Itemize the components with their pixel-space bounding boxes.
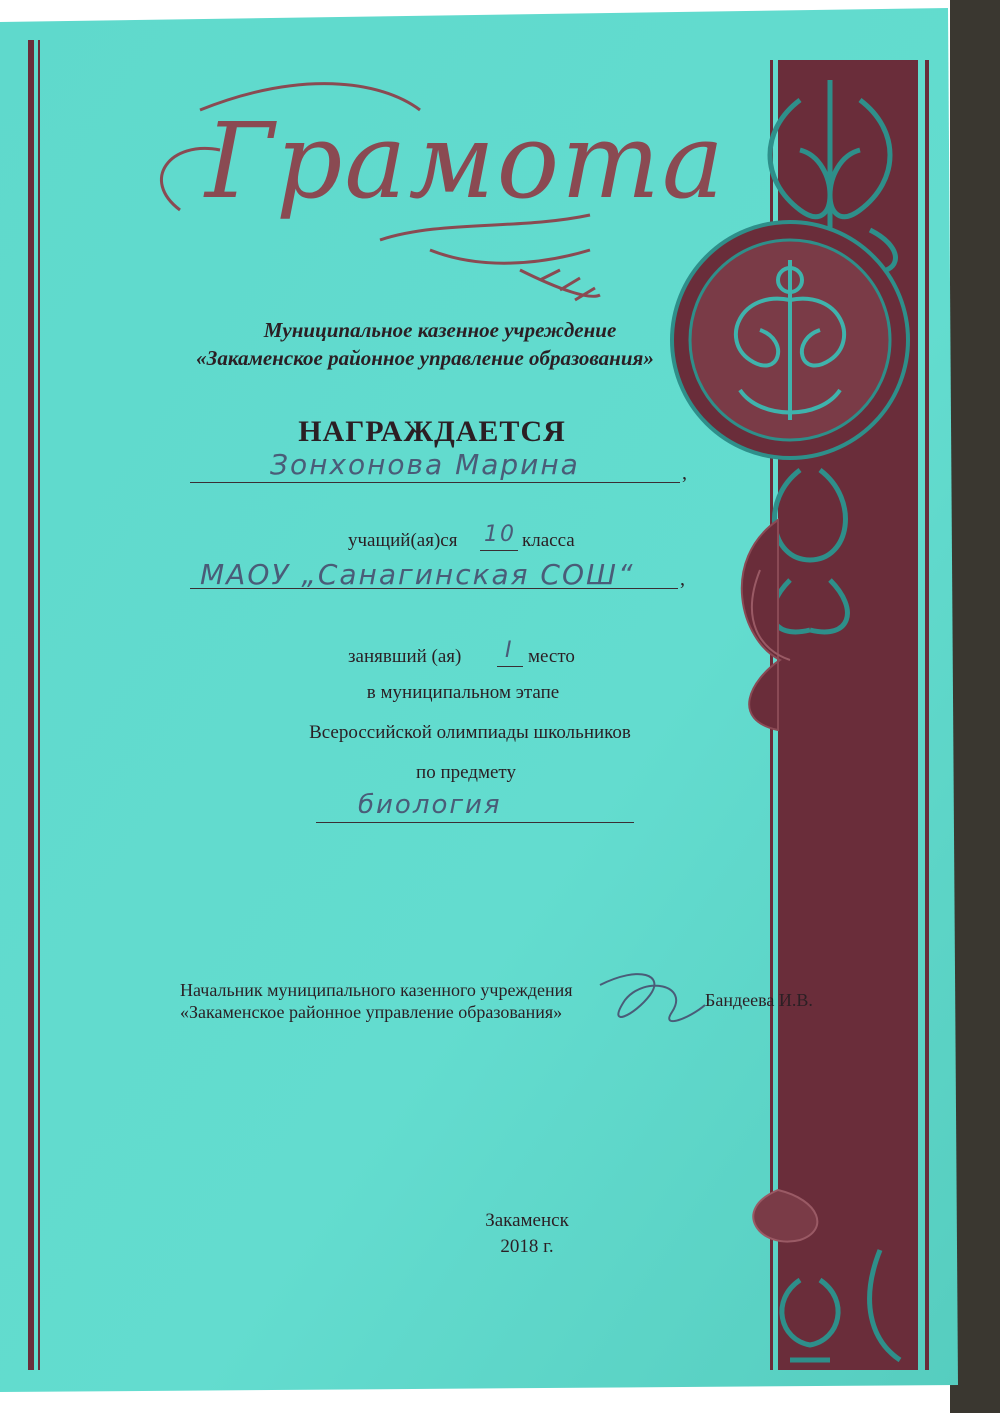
subject-label: по предмету — [416, 762, 516, 783]
signer-name: Бандеева И.В. — [705, 990, 813, 1010]
org-line-2: «Закаменское районное управление образования» — [196, 346, 654, 370]
signer-title-1: Начальник муниципального казенного учреждения — [180, 980, 573, 1000]
grade-suffix: класса — [522, 530, 575, 551]
place-suffix: место — [528, 646, 575, 667]
school-name: МАОУ „Санагинская СОШ“ — [200, 558, 635, 591]
certificate-title: Грамота — [205, 100, 726, 222]
city: Закаменск — [485, 1210, 569, 1231]
name-comma: , — [682, 462, 687, 484]
org-line-1: Муниципальное казенное учреждение — [263, 318, 617, 342]
place-underline — [497, 666, 523, 667]
stage-line: в муниципальном этапе — [366, 682, 560, 703]
signer-title-2: «Закаменское районное управление образования» — [180, 1002, 563, 1022]
awarded-heading: НАГРАЖДАЕТСЯ — [298, 415, 566, 448]
grade-value: 10 — [484, 522, 516, 547]
left-border-inner — [38, 40, 40, 1370]
place-value: I — [505, 638, 514, 663]
left-border-outer — [28, 40, 34, 1370]
school-comma: , — [680, 568, 685, 590]
year: 2018 г. — [500, 1236, 554, 1257]
subject-value: биология — [358, 790, 502, 820]
grade-underline — [480, 550, 518, 551]
student-prefix: учащий(ая)ся — [348, 530, 458, 551]
name-underline — [190, 482, 680, 483]
school-underline — [190, 588, 678, 589]
subject-underline — [316, 822, 634, 823]
place-prefix: занявший (ая) — [348, 646, 462, 667]
student-name: Зонхонова Марина — [270, 448, 580, 481]
olympiad-line: Всероссийской олимпиады школьников — [309, 722, 631, 743]
